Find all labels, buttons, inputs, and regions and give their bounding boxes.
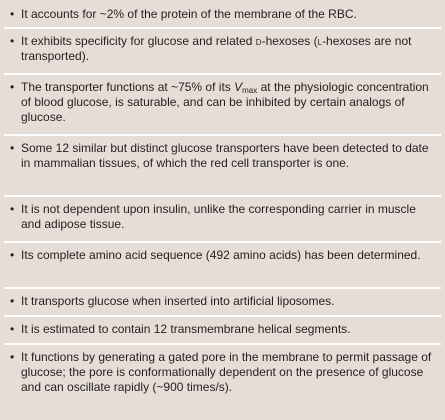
- bullet: •: [10, 34, 15, 48]
- item-text: It is not dependent upon insulin, unlike the corresponding carrier in muscle and adipose tissue.: [21, 202, 416, 231]
- list-item: [4, 243, 441, 289]
- item-text: It accounts for ~2% of the protein of the membrane of the RBC.: [21, 7, 357, 21]
- item-text: The transporter functions at ~75% of its $V_{max}$ at the physiologic concentration of blood glucose, is saturable, and can be inhibited by certain analogs of glucose.: [21, 80, 429, 124]
- list-item: [4, 2, 441, 29]
- list-item: [4, 345, 441, 420]
- item-text: It is estimated to contain 12 transmembrane helical segments.: [21, 322, 351, 336]
- list-item: [4, 289, 441, 317]
- bullet: •: [10, 350, 15, 364]
- list-item: [4, 136, 441, 197]
- bullet: •: [10, 7, 15, 21]
- bullet: •: [10, 80, 15, 94]
- bullet: •: [10, 322, 15, 336]
- list-item: [4, 317, 441, 345]
- bullet: •: [10, 141, 15, 155]
- list-item: [4, 75, 441, 136]
- item-text: Some 12 similar but distinct glucose transporters have been detected to date in mammalian tissues, of which the red cell transporter is one.: [21, 141, 429, 170]
- bullet: •: [10, 294, 15, 308]
- item-text: Its complete amino acid sequence (492 amino acids) has been determined.: [21, 248, 421, 262]
- list-item: [4, 29, 441, 75]
- bullet: •: [10, 248, 15, 262]
- item-text: It transports glucose when inserted into artificial liposomes.: [21, 294, 335, 308]
- item-text: It exhibits specificity for glucose and related d-hexoses (l-hexoses are not transported).: [21, 34, 412, 63]
- list-item: [4, 197, 441, 243]
- bullet: •: [10, 202, 15, 216]
- item-text: It functions by generating a gated pore in the membrane to permit passage of glucose; the pore is conformationally dependent on the presence of glucose and can oscillate rapidly (~900 times/s).: [21, 350, 432, 394]
